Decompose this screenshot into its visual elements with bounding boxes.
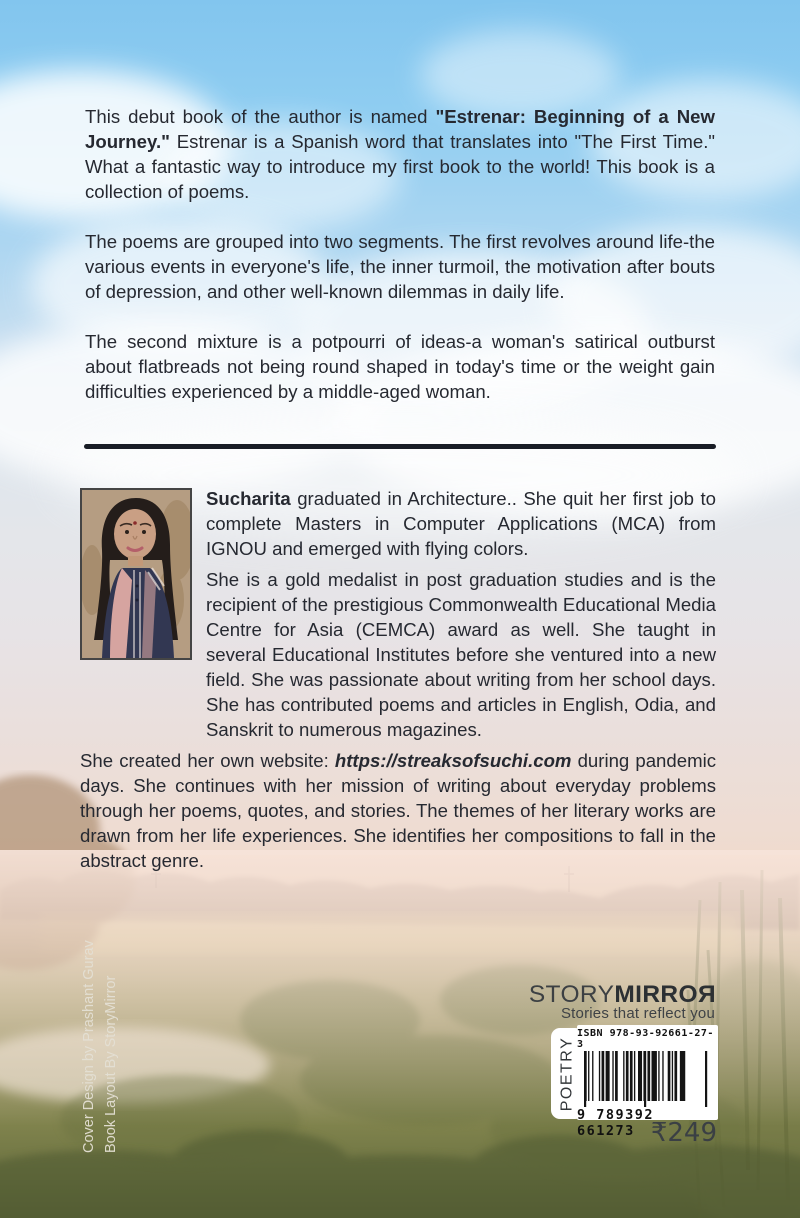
category-label: POETRY	[558, 1036, 576, 1111]
isbn-label: ISBN 978-93-92661-27-3	[577, 1028, 714, 1050]
barcode-digits: 9 789392 661273	[577, 1107, 655, 1139]
price-label: ₹249	[650, 1118, 717, 1148]
publisher-tagline: Stories that reflect you	[560, 1005, 715, 1022]
credits-vertical	[78, 938, 122, 1153]
publisher-logo-mirror: MIRROЯ	[614, 981, 716, 1008]
section-divider	[84, 444, 716, 449]
publisher-logo-story: STORY	[528, 981, 615, 1008]
synopsis-paragraph-3: The second mixture is a potpourri of ideas-a woman's satirical outburst about flatbreads not being round shaped in today's time or the weight gain difficulties experienced by a middle-aged woman.	[85, 331, 715, 402]
author-bio-paragraph-2: She is a gold medalist in post graduation studies and is the recipient of the prestigious Commonwealth Educational Media Centre for Asia (CEMCA) award as well. She taught in several Educational Institutes before she ventured into a new field. She was passionate about writing from her school days. She has contributed poems and articles in English, Odia, and Sanskrit to numerous magazines.	[206, 569, 716, 740]
author-photo	[80, 488, 192, 660]
synopsis	[85, 104, 715, 429]
author-section	[80, 486, 716, 879]
synopsis-paragraph-1: This debut book of the author is named "Estrenar: Beginning of a New Journey." Estrenar is a Spanish word that translates into "The First Time." What a fantastic way to introduce my first book to the world! This book is a collection of poems.	[85, 106, 715, 202]
barcode-bars	[584, 1051, 711, 1107]
author-bio-paragraph-3: She created her own website: https://streaksofsuchi.com during pandemic days. She continues with her mission of writing about everyday problems through her poems, quotes, and stories. The themes of her literary works are drawn from her life experiences. She identifies her compositions to fall in the abstract genre.	[80, 750, 716, 871]
author-bio-paragraph-1: Sucharita graduated in Architecture.. She quit her first job to complete Masters in Computer Applications (MCA) from IGNOU and emerged with flying colors.	[206, 488, 716, 559]
credit-book-layout: Book Layout By StoryMirror	[103, 975, 119, 1153]
synopsis-paragraph-2: The poems are grouped into two segments. The first revolves around life-the various events in everyone's life, the inner turmoil, the motivation after bouts of depression, and other well-known dilemmas in daily life.	[85, 231, 715, 302]
credit-cover-design: Cover Design by Prashant Gurav	[81, 940, 97, 1153]
